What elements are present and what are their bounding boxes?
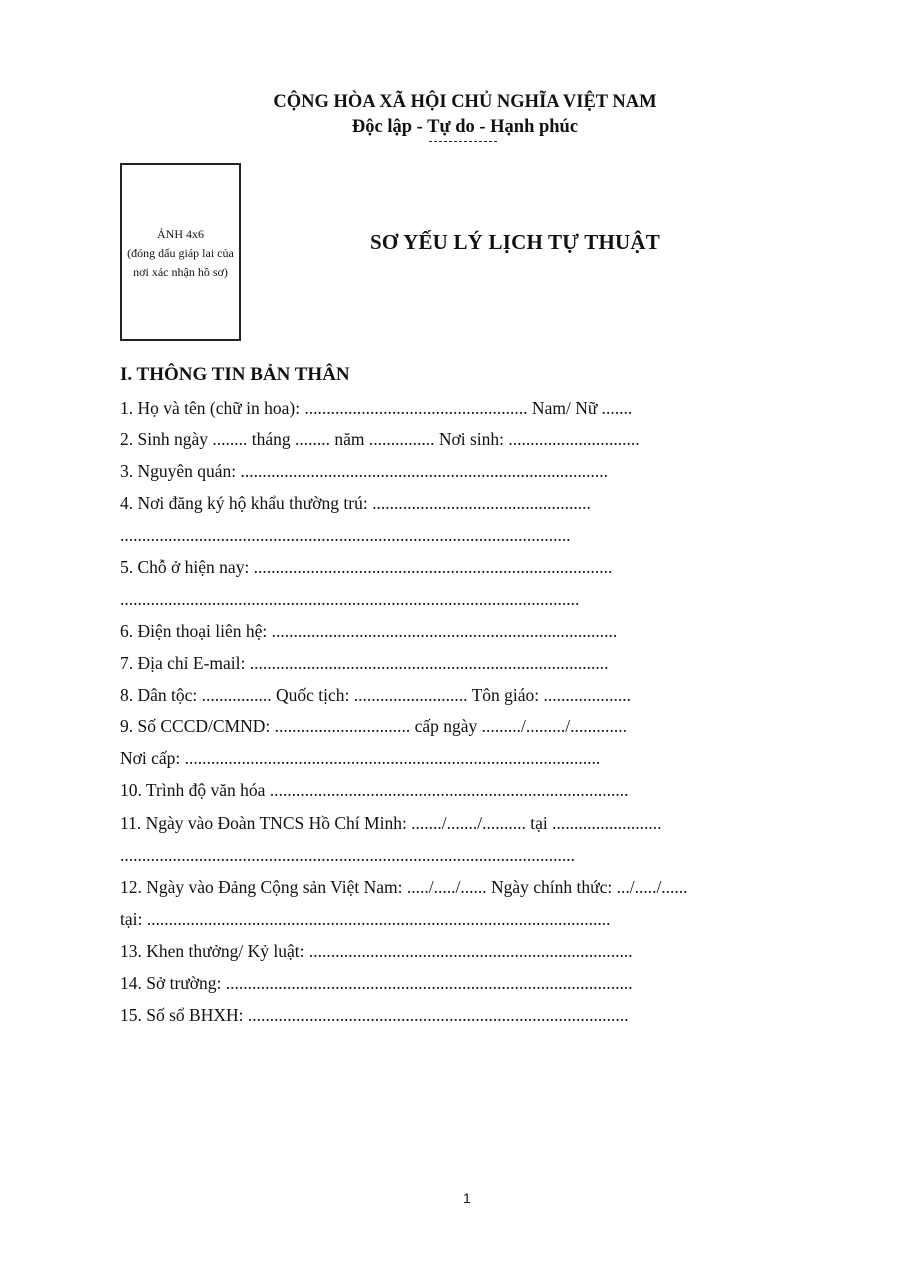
section-heading: I. THÔNG TIN BẢN THÂN [120, 364, 350, 385]
field-party-admission: 12. Ngày vào Đảng Cộng sản Việt Nam: ...../...../...... Ngày chính thức: .../...../...... [120, 877, 688, 897]
page-number: 1 [463, 1190, 471, 1206]
field-email: 7. Địa chỉ E-mail: .................................................................................. [120, 653, 609, 673]
field-education: 10. Trình độ văn hóa .................................................................................. [120, 780, 629, 800]
field-full-name: 1. Họ và tên (chữ in hoa): ................................................... Nam/ Nữ ....... [120, 398, 633, 418]
field-birth: 2. Sinh ngày ........ tháng ........ năm ............... Nơi sinh: .............................. [120, 429, 640, 449]
field-permanent-residence-cont: ....................................................................................................... [120, 525, 571, 545]
header-divider [429, 141, 497, 142]
field-phone: 6. Điện thoại liên hệ: ............................................................................... [120, 621, 618, 641]
field-current-address: 5. Chỗ ở hiện nay: .................................................................................. [120, 557, 613, 577]
field-permanent-residence: 4. Nơi đăng ký hộ khẩu thường trú: .................................................. [120, 493, 591, 513]
field-current-address-cont: ......................................................................................................... [120, 589, 580, 609]
photo-stamp-note: (đóng dấu giáp lai của nơi xác nhận hồ sơ) [127, 246, 234, 279]
field-id-number: 9. Số CCCD/CMND: ............................... cấp ngày ........./........./............. [120, 716, 628, 736]
field-hometown: 3. Nguyên quán: .................................................................................... [120, 461, 609, 481]
field-awards-discipline: 13. Khen thưởng/ Kỷ luật: .......................................................................... [120, 941, 633, 961]
field-ethnicity-nationality-religion: 8. Dân tộc: ................ Quốc tịch: .......................... Tôn giáo: .................... [120, 685, 632, 705]
document-title: SƠ YẾU LÝ LỊCH TỰ THUẬT [370, 230, 660, 254]
national-title: CỘNG HÒA XÃ HỘI CHỦ NGHĨA VIỆT NAM [273, 92, 657, 112]
field-strengths: 14. Sở trường: ............................................................................................. [120, 973, 633, 993]
photo-size-label: ẢNH 4x6 [157, 227, 204, 241]
field-id-issue-place: Nơi cấp: ............................................................................................... [120, 748, 601, 768]
field-youth-union: 11. Ngày vào Đoàn TNCS Hồ Chí Minh: ......./......./.......... tại ......................... [120, 813, 662, 833]
field-social-insurance: 15. Số sổ BHXH: ....................................................................................... [120, 1005, 629, 1025]
field-party-place: tại: .......................................................................................................... [120, 909, 611, 929]
motto: Độc lập - Tự do - Hạnh phúc [351, 117, 579, 137]
photo-caption [122, 225, 239, 282]
photo-placeholder [120, 163, 241, 341]
field-youth-union-cont: ........................................................................................................ [120, 845, 575, 865]
